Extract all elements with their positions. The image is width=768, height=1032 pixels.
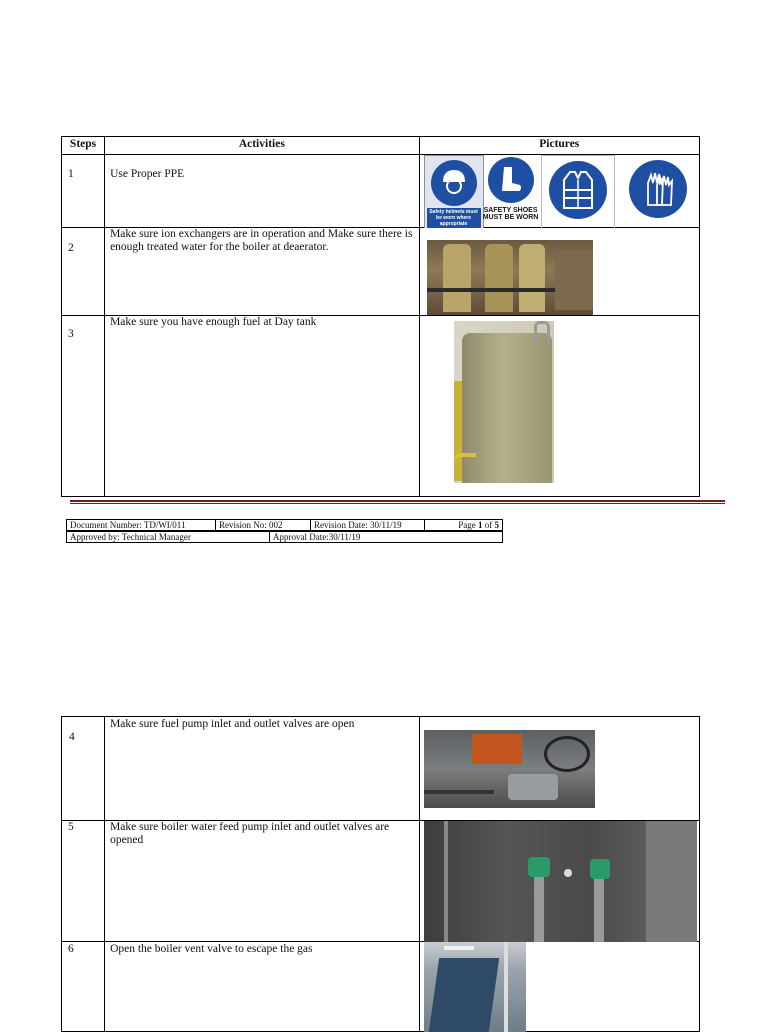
document-footer [66,519,503,531]
step-number: 6 [68,943,74,955]
step-activity: Make sure ion exchangers are in operation and Make sure there is enough treated water for the boiler at deaerator. [110,228,413,253]
table-row [62,942,700,1032]
page-total: 5 [494,520,499,530]
ppe-signs-picture [424,155,700,228]
helmet-sign-text: Safety helmets must be worn where appropriate [427,208,481,228]
step-activity: Open the boiler vent valve to escape the gas [110,943,313,955]
step-number: 1 [68,168,74,180]
page-current: 1 [478,520,483,530]
doc-number: Document Number: TD/WI/011 [67,520,216,531]
safety-shoes-sign [482,155,540,227]
step-number: 4 [69,731,75,743]
step-number: 5 [68,821,74,833]
safety-vest-sign [541,155,615,228]
header-pictures: Pictures [419,137,699,155]
page-prefix: Page [458,520,478,530]
step-activity: Use Proper PPE [110,168,185,180]
table-row [62,717,700,821]
step-activity: Make sure you have enough fuel at Day tank [110,316,317,328]
fuel-pump-photo [424,730,595,808]
page-indicator [425,520,503,531]
helmet-icon [439,166,469,198]
safety-gloves-sign [620,155,690,227]
vest-icon [562,170,594,210]
header-steps: Steps [62,137,105,155]
procedure-table-page2 [61,716,700,1032]
revision-date: Revision Date: 30/11/19 [311,520,425,531]
step-number: 2 [68,242,74,254]
revision-number: Revision No: 002 [216,520,311,531]
table-row [62,316,700,497]
step-activity: Make sure fuel pump inlet and outlet valves are open [110,718,355,730]
step-activity: Make sure boiler water feed pump inlet and outlet valves are opened [110,821,390,846]
table-row [62,228,700,316]
approval-date: Approval Date:30/11/19 [270,532,503,543]
ion-exchanger-photo [427,240,593,315]
step-number: 3 [68,328,74,340]
procedure-table-page1 [61,136,700,497]
boot-icon [498,165,524,195]
day-tank-photo [454,321,554,483]
header-activities: Activities [105,137,419,155]
table-row [62,155,700,228]
table-row [62,821,700,942]
approved-by: Approved by: Technical Manager [67,532,270,543]
footer-rule-thin [70,503,725,504]
shoes-sign-text: SAFETY SHOES MUST BE WORN [482,207,539,221]
page-of: of [482,520,495,530]
vent-valve-photo [424,942,526,1032]
gloves-icon [644,169,674,209]
feed-pump-photo [424,821,697,942]
footer-rule [70,500,725,502]
safety-helmet-sign [424,155,484,228]
document-footer-approval [66,531,503,543]
